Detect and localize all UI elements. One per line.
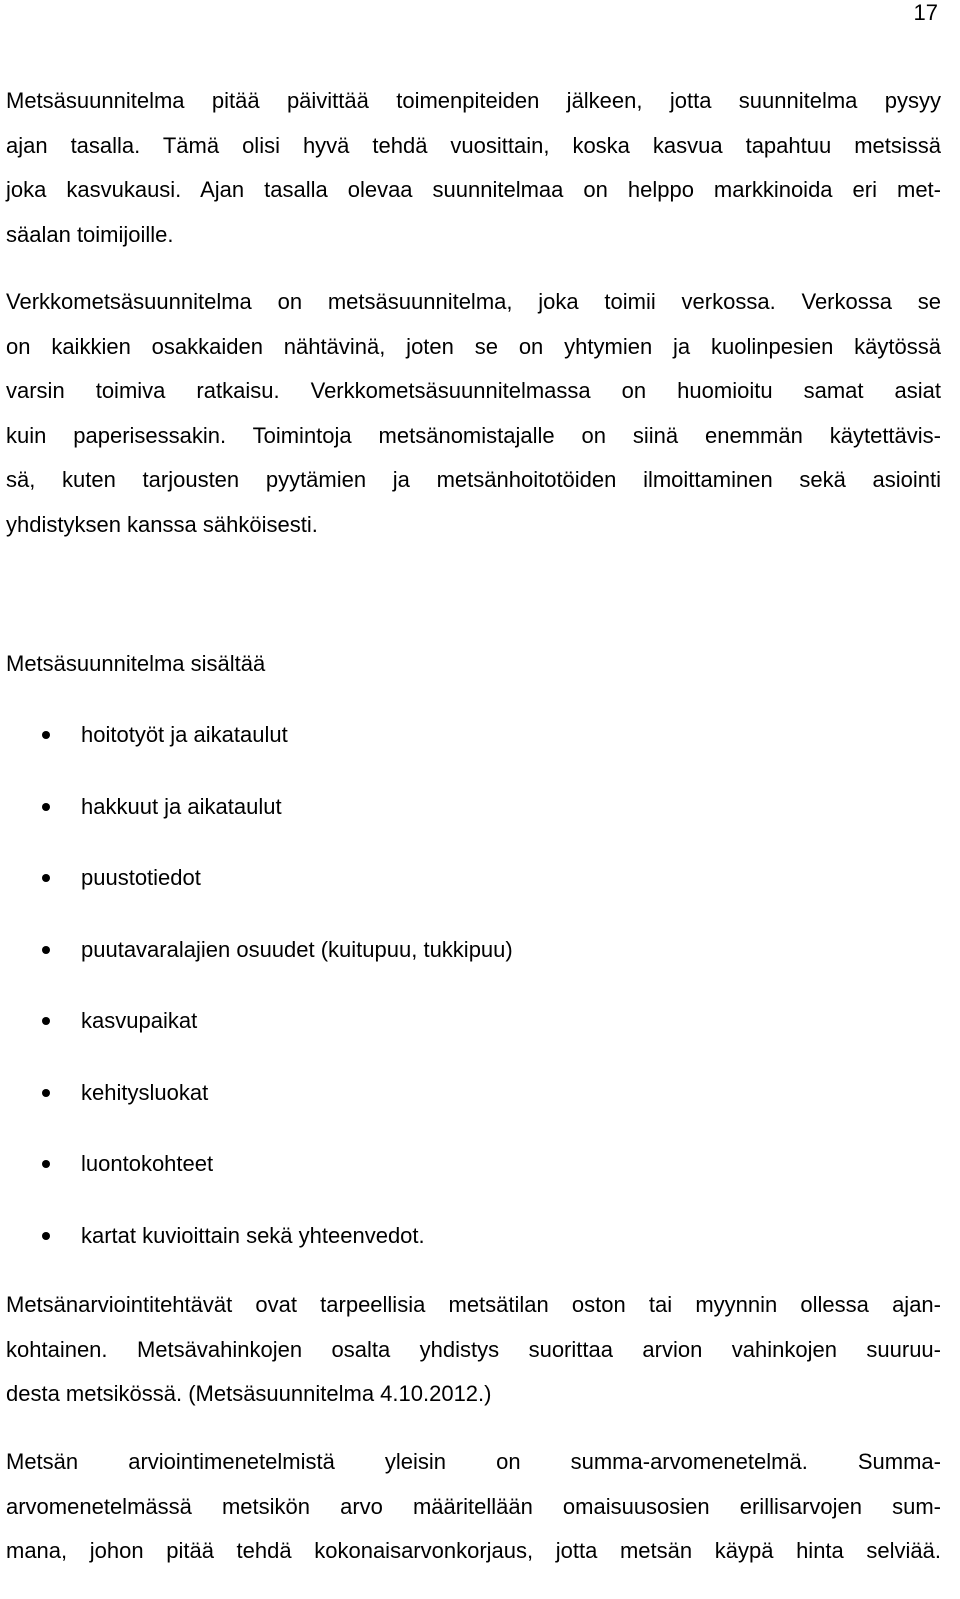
paragraph-line: arvomenetelmässä metsikön arvo määritellään omaisuusosien erillisarvojen sum-: [6, 1493, 941, 1519]
paragraph-line: säalan toimijoille.: [6, 221, 174, 247]
paragraph-line: mana, johon pitää tehdä kokonaisarvonkorjaus, jotta metsän käypä hinta selviää.: [6, 1538, 941, 1563]
paragraph-valuation-tasks: [6, 1283, 941, 1417]
list-item-text: kehitysluokat: [81, 1079, 209, 1105]
bullet-icon: [42, 731, 50, 739]
list-item-text: hoitotyöt ja aikataulut: [81, 722, 288, 747]
paragraph-line: Metsänarviointitehtävät ovat tarpeellisia metsätilan oston tai myynnin ollessa ajan-: [6, 1292, 941, 1317]
list-item-text: kartat kuvioittain sekä yhteenvedot.: [81, 1222, 425, 1248]
page-number: 17: [913, 0, 938, 25]
paragraph-line: on kaikkien osakkaiden nähtävinä, joten se on yhtymien ja kuolinpesien käytössä: [6, 333, 941, 359]
list-item-text: puustotiedot: [81, 865, 201, 890]
paragraph-line: sä, kuten tarjousten pyytämien ja metsänhoitotöiden ilmoittaminen sekä asiointi: [6, 467, 941, 492]
bullet-icon: [42, 1089, 50, 1097]
list-item-text: luontokohteet: [81, 1151, 214, 1176]
list-item-text: hakkuut ja aikataulut: [81, 793, 282, 819]
paragraph-line: kohtainen. Metsävahinkojen osalta yhdistys suorittaa arvion vahinkojen suuruu-: [6, 1336, 941, 1362]
paragraph-plan-updating: [6, 79, 941, 257]
paragraph-line: Verkkometsäsuunnitelma on metsäsuunnitelma, joka toimii verkossa. Verkossa se: [6, 289, 941, 314]
paragraph-line: Metsän arviointimenetelmistä yleisin on summa-arvomenetelmä. Summa-: [6, 1449, 941, 1474]
paragraph-line: joka kasvukausi. Ajan tasalla olevaa suunnitelmaa on helppo markkinoida eri met-: [6, 177, 941, 202]
paragraph-line: yhdistyksen kanssa sähköisesti.: [6, 511, 318, 537]
paragraph-line: desta metsikössä. (Metsäsuunnitelma 4.10.2012.): [6, 1381, 492, 1406]
paragraph-online-plan: [6, 280, 941, 547]
paragraph-line: ajan tasalla. Tämä olisi hyvä tehdä vuosittain, koska kasvua tapahtuu metsissä: [6, 132, 941, 158]
bullet-icon: [42, 1160, 50, 1168]
bullet-icon: [42, 803, 50, 811]
list-item-text: puutavaralajien osuudet (kuitupuu, tukkipuu): [81, 936, 513, 962]
bullet-icon: [42, 946, 50, 954]
paragraph-valuation-method: [6, 1440, 941, 1574]
paragraph-line: kuin paperisessakin. Toimintoja metsänomistajalle on siinä enemmän käytettävis-: [6, 422, 941, 448]
paragraph-line: Metsäsuunnitelma pitää päivittää toimenpiteiden jälkeen, jotta suunnitelma pysyy: [6, 88, 941, 113]
list-item-text: kasvupaikat: [81, 1008, 198, 1033]
list-heading: Metsäsuunnitelma sisältää: [6, 651, 266, 676]
bullet-icon: [42, 874, 50, 882]
bullet-icon: [42, 1232, 50, 1240]
bullet-icon: [42, 1017, 50, 1025]
paragraph-line: varsin toimiva ratkaisu. Verkkometsäsuunnitelmassa on huomioitu samat asiat: [6, 378, 941, 403]
